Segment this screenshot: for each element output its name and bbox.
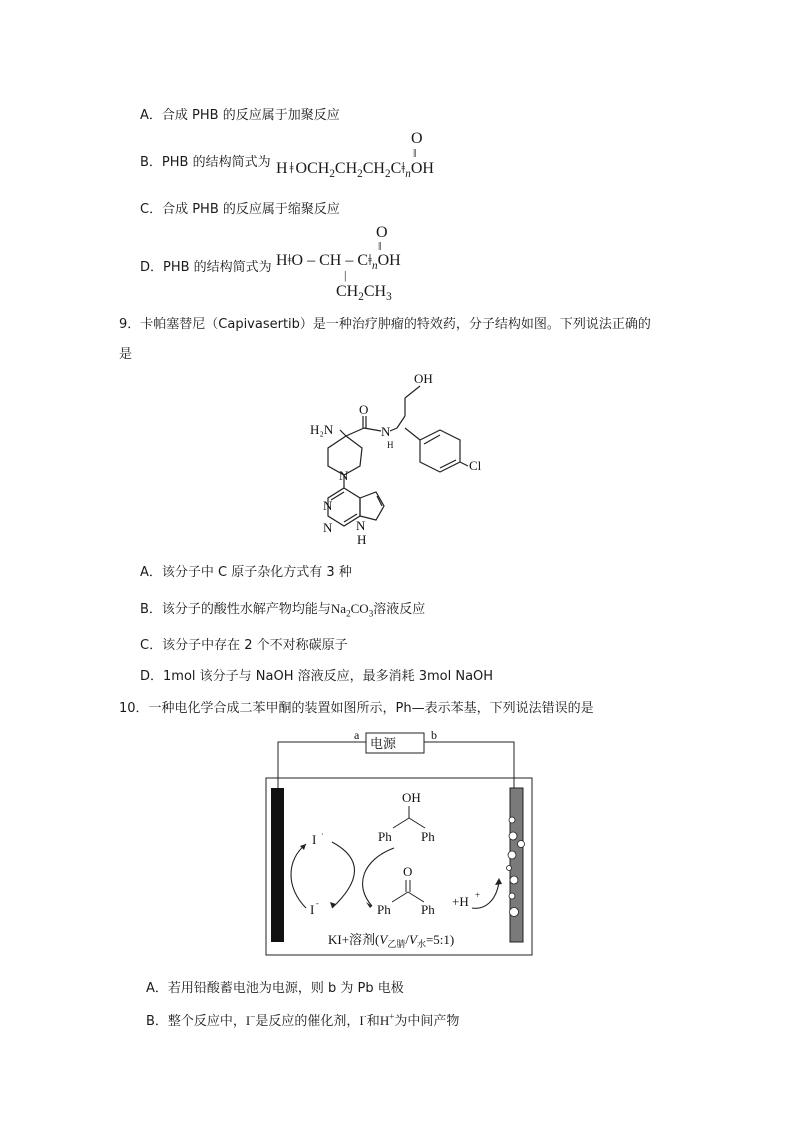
q8-option-a: A．合成 PHB 的反应属于加聚反应 <box>140 108 340 123</box>
carbonyl-o-label: O <box>359 402 369 417</box>
benzhydrol-ph-left: Ph <box>378 829 392 844</box>
q9-option-a: A．该分子中 C 原子杂化方式有 3 种 <box>140 565 352 580</box>
benzhydrol-oh: OH <box>402 790 421 805</box>
iodide-bottom: I <box>310 902 315 917</box>
q9-option-b: B．该分子的酸性水解产物均能与$Na_2CO_3$溶液反应 <box>140 601 426 619</box>
piperidine-n-label: N <box>339 468 349 483</box>
amide-n-label: N <box>381 424 391 439</box>
amide-h-label: H <box>387 440 394 450</box>
nh2-label: H₂N <box>310 422 334 437</box>
benzophenone-ph-left: Ph <box>377 902 391 917</box>
q10-option-b: B．整个反应中，I−是反应的催化剂，I·和H+为中间产物 <box>146 1011 460 1029</box>
terminal-a-label: a <box>354 728 360 742</box>
solvent-label: KI+溶剂$(V_{乙腈}/V_水=5:1)$ <box>328 932 455 949</box>
right-electrode <box>510 788 523 942</box>
power-source-label: 电源 <box>370 736 397 751</box>
q9-option-c: C．该分子中存在 2 个不对称碳原子 <box>140 638 348 653</box>
chloro-label: Cl <box>469 458 482 473</box>
q10-stem: 10．一种电化学合成二苯甲酮的装置如图所示，Ph—表示苯基，下列说法错误的是 <box>119 701 594 716</box>
proton-label: +H <box>452 894 469 909</box>
pyrimidine-n2-label: N <box>323 520 333 535</box>
pyrrole-h-label: H <box>357 532 367 547</box>
terminal-b-label: b <box>431 728 437 742</box>
pyrrole-n-label: N <box>356 518 366 533</box>
q10-option-a: A．若用铅酸蓄电池为电源，则 b 为 Pb 电极 <box>146 981 404 996</box>
q9-stem-line1: 9．卡帕塞替尼（Capivasertib）是一种治疗肿瘤的特效药，分子结构如图。下列说法正确的 <box>119 317 651 332</box>
oh-label: OH <box>414 371 433 386</box>
q9-option-d: D．1mol 该分子与 NaOH 溶液反应，最多消耗 3mol NaOH <box>140 669 494 684</box>
benzhydrol-ph-right: Ph <box>421 829 435 844</box>
svg-text:+: + <box>475 890 481 900</box>
svg-text:·: · <box>321 830 324 839</box>
q9-stem-line2: 是 <box>119 347 133 362</box>
electrolysis-diagram <box>266 730 536 955</box>
capivasertib-structure <box>300 368 500 548</box>
q8-option-c: C．合成 PHB 的反应属于缩聚反应 <box>140 202 340 217</box>
q8-option-b: B．PHB 的结构简式为 <box>140 155 271 170</box>
iodide-top: I <box>312 832 317 847</box>
benzophenone-ph-right: Ph <box>421 902 435 917</box>
left-electrode <box>271 788 284 942</box>
q8-option-d: D．PHB 的结构简式为 <box>140 260 272 275</box>
pyrimidine-n1-label: N <box>323 498 333 513</box>
svg-text:-: - <box>316 899 319 908</box>
benzophenone-o: O <box>403 864 413 879</box>
